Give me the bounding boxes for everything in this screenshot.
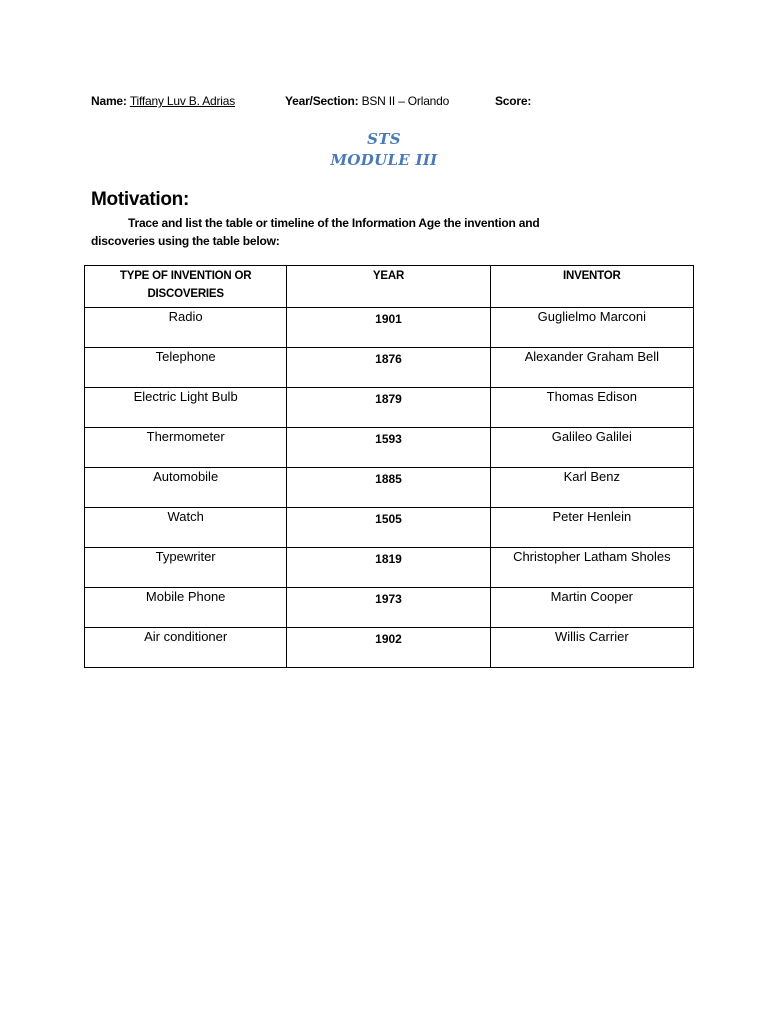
table-row [85,428,694,468]
column-header-inventor: INVENTOR [490,266,693,308]
invention-type: Telephone [155,349,216,364]
inventor-name: Peter Henlein [552,509,632,524]
invention-type-cell [85,508,287,548]
invention-year-cell [287,468,490,508]
section-heading: Motivation: [91,189,190,210]
year-section-field [285,94,449,108]
inventor-name-cell [490,588,693,628]
invention-type: Air conditioner [144,629,228,644]
invention-year: 1593 [375,432,402,446]
table-row [85,588,694,628]
invention-year: 1876 [375,352,402,366]
score-field [495,94,531,108]
invention-type: Automobile [153,469,219,484]
table-header-row [85,266,694,308]
table-row [85,628,694,668]
invention-type-cell [85,388,287,428]
invention-year: 1902 [375,632,402,646]
inventor-name: Guglielmo Marconi [537,309,647,324]
invention-type-cell [85,308,287,348]
column-header-year: YEAR [287,266,490,308]
name-field [91,94,235,108]
invention-year-cell [287,628,490,668]
invention-type-cell [85,588,287,628]
column-header-type: TYPE OF INVENTION OR DISCOVERIES [85,266,287,308]
year-section-value: BSN II – Orlando [361,94,450,108]
year-section-label: Year/Section: [285,94,359,108]
inventor-name: Karl Benz [563,469,621,484]
document-title: STS [367,130,401,148]
invention-year-cell [287,548,490,588]
invention-year-cell [287,588,490,628]
invention-year-cell [287,508,490,548]
name-value: Tiffany Luv B. Adrias [129,94,236,108]
inventor-name-cell [490,348,693,388]
invention-type: Mobile Phone [145,589,226,604]
invention-type: Radio [168,309,203,324]
inventor-name-cell [490,468,693,508]
score-label: Score: [495,94,532,108]
invention-year-cell [287,348,490,388]
invention-type-cell [85,628,287,668]
invention-year: 1819 [375,552,402,566]
document-subtitle: MODULE III [330,151,438,169]
table-row [85,308,694,348]
table-row [85,468,694,508]
inventor-name-cell [490,388,693,428]
inventor-name-cell [490,308,693,348]
invention-year: 1885 [375,472,402,486]
inventor-name-cell [490,628,693,668]
inventions-table [84,265,694,668]
table-body [85,308,694,668]
table-row [85,388,694,428]
invention-year-cell [287,428,490,468]
instructions-text: Trace and list the table or timeline of the Information Age the invention and discoveries using the table below: [91,216,540,248]
invention-year: 1879 [375,392,402,406]
invention-type: Thermometer [146,429,225,444]
invention-type-cell [85,348,287,388]
invention-year: 1505 [375,512,402,526]
table-row [85,508,694,548]
inventor-name-cell [490,548,693,588]
invention-year: 1901 [375,312,402,326]
invention-type: Watch [167,509,204,524]
name-label: Name: [91,94,127,108]
invention-type-cell [85,428,287,468]
invention-year: 1973 [375,592,402,606]
invention-type: Electric Light Bulb [133,389,238,404]
invention-type: Typewriter [155,549,216,564]
inventor-name-cell [490,508,693,548]
inventor-name-cell [490,428,693,468]
inventor-name: Martin Cooper [550,589,634,604]
inventor-name: Alexander Graham Bell [524,349,660,364]
invention-year-cell [287,308,490,348]
invention-type-cell [85,548,287,588]
invention-type-cell [85,468,287,508]
inventor-name: Christopher Latham Sholes [513,549,671,564]
table-row [85,548,694,588]
inventor-name: Thomas Edison [546,389,637,404]
inventor-name: Galileo Galilei [551,429,632,444]
inventor-name: Willis Carrier [554,629,629,644]
invention-year-cell [287,388,490,428]
table-row [85,348,694,388]
